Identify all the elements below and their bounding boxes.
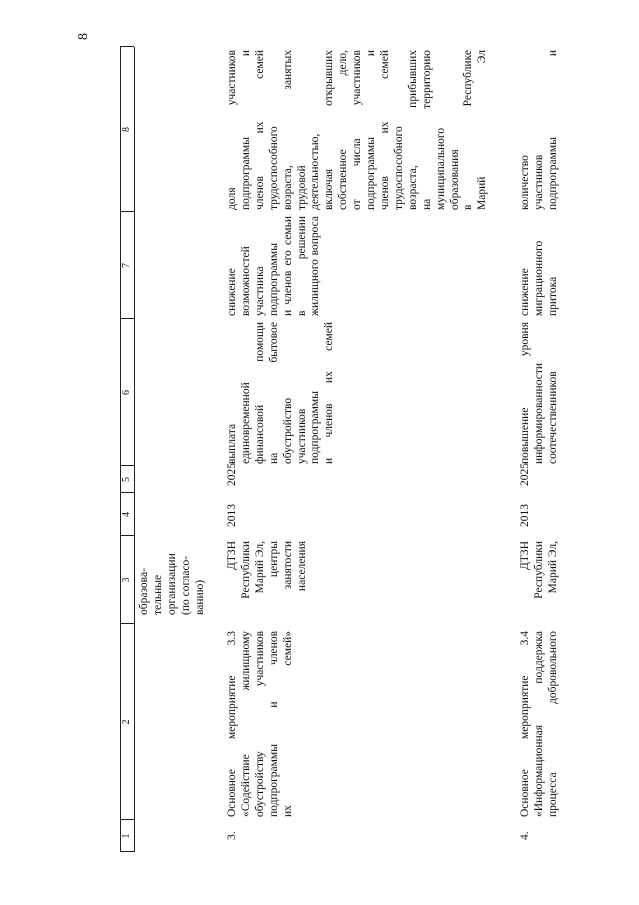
executor-continuation: образова- тельные организации (по согласо- ванию) [138,553,206,615]
end-year: 2025 [519,463,531,486]
non-implementation-consequence: снижение миграционного притока [519,240,559,316]
column-number-4: 4 [121,512,132,517]
column-number-3: 3 [121,577,132,583]
column-number-6: 6 [121,390,132,395]
column-number-7: 7 [121,263,132,268]
target-indicator: доля участников подпрограммы и членов их семей трудоспособного возраста, занятых трудовой деятельностью, включая открывших собственное дело, от числа участников подпрограммы и членов их семей трудоспособного возраста, прибывших на территорию муниципального образования в Республике Марий Эл [226,50,489,210]
start-year: 2013 [519,504,531,527]
executor: ДТЗН Республики Марий Эл, [519,541,559,599]
end-year: 2025 [226,463,238,486]
rotated-table-sheet [120,47,620,852]
non-implementation-consequence: снижение возможностей участника подпрограммы и членов его семьи в решении жилищного вопроса [226,216,322,316]
row-number: 4. [519,831,531,840]
executor: ДТЗН Республики Марий Эл, центры занятости населения [226,541,308,599]
activity-name: Основное мероприятие 3.3 «Содействие жилищному обустройству участников подпрограммы и членов их семей» [226,631,294,817]
activity-name: Основное мероприятие 3.4 «Информационная поддержка процесса добровольного [519,631,559,817]
start-year: 2013 [226,504,238,527]
column-number-2: 2 [121,719,132,725]
column-number-5: 5 [121,477,132,482]
expected-result: выплата единовременной финансовой помощи на бытовое обустройство участников подпрограммы и членов их семей [226,322,336,464]
column-number-8: 8 [121,127,132,132]
expected-result: повышение уровня информированности соотечественников [519,322,559,464]
row-number: 3. [226,831,238,840]
column-number-1: 1 [121,833,132,839]
target-indicator: количество участников подпрограммы и [519,50,559,210]
header-bottom-rule [134,47,135,852]
page-number: 8 [76,33,91,40]
